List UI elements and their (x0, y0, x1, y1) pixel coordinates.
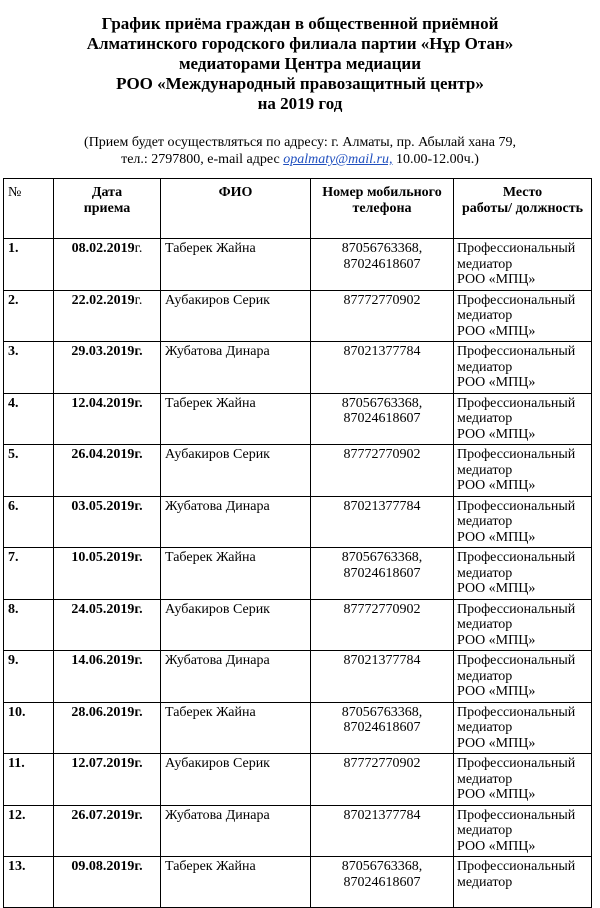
job-line: РОО «МПЦ» (457, 323, 536, 339)
schedule-table (3, 178, 592, 908)
phone-line: 87056763368, (341, 241, 423, 256)
job-line: Профессиональный (457, 241, 576, 256)
title-line: Алматинского городского филиала партии «Нұр Отан» (86, 34, 514, 53)
cell-name: Жубатова Динара (161, 342, 311, 394)
cell-phone (311, 548, 454, 600)
cell-name: Таберек Жайна (161, 239, 311, 291)
header-job-l2: работы/ должность (461, 200, 584, 216)
phone-line: 87021377784 (343, 653, 421, 668)
header-date-l2: приема (83, 200, 131, 216)
date-value: 26.04.2019г. (71, 447, 143, 462)
job-line: Профессиональный (457, 756, 576, 771)
job-line: Профессиональный (457, 344, 576, 359)
table-row (4, 548, 592, 600)
job-line: медиатор (457, 617, 513, 632)
cell-num: 9. (4, 651, 54, 703)
phone-line: 87024618607 (343, 565, 421, 581)
table-row (4, 702, 592, 754)
cell-job (454, 754, 592, 806)
table-row (4, 445, 592, 497)
date-value: 03.05.2019г. (71, 498, 143, 514)
job-line: РОО «МПЦ» (457, 478, 536, 493)
cell-job (454, 805, 592, 857)
job-line: РОО «МПЦ» (457, 787, 536, 802)
job-line: РОО «МПЦ» (457, 838, 536, 854)
cell-date (54, 342, 161, 394)
date-value: 29.03.2019г. (71, 344, 143, 359)
cell-name: Аубакиров Серик (161, 445, 311, 497)
header-phone (311, 179, 454, 239)
job-line: Профессиональный (457, 601, 576, 617)
header-phone-l2: телефона (352, 200, 412, 216)
phone-line: 87024618607 (343, 874, 421, 890)
document-title (0, 14, 600, 114)
title-line: на 2019 год (257, 94, 343, 113)
date-value: 14.06.2019г. (71, 653, 143, 668)
phone-text: тел.: 2797800, e-mail адрес (121, 152, 284, 167)
cell-job (454, 496, 592, 548)
cell-phone (311, 342, 454, 394)
table-row (4, 290, 592, 342)
cell-phone (311, 445, 454, 497)
cell-name: Аубакиров Серик (161, 290, 311, 342)
phone-line: 87021377784 (343, 344, 421, 359)
date-value: 12.07.2019г. (71, 756, 143, 771)
phone-line: 87024618607 (343, 256, 421, 272)
phone-line: 87056763368, (341, 395, 423, 411)
date-value: 26.07.2019г. (71, 807, 143, 823)
cell-job (454, 548, 592, 600)
table-row (4, 651, 592, 703)
cell-phone (311, 702, 454, 754)
job-line: медиатор (457, 771, 513, 787)
cell-phone (311, 393, 454, 445)
phone-line: 87772770902 (343, 292, 421, 308)
cell-phone (311, 805, 454, 857)
cell-num: 2. (4, 290, 54, 342)
cell-phone (311, 290, 454, 342)
phone-line: 87024618607 (343, 720, 421, 735)
cell-date (54, 857, 161, 908)
job-line: РОО «МПЦ» (457, 272, 536, 287)
cell-job (454, 393, 592, 445)
cell-date (54, 393, 161, 445)
table-row (4, 342, 592, 394)
cell-name: Жубатова Динара (161, 496, 311, 548)
cell-name: Жубатова Динара (161, 651, 311, 703)
cell-date (54, 651, 161, 703)
cell-num: 1. (4, 239, 54, 291)
cell-name: Жубатова Динара (161, 805, 311, 857)
job-line: Профессиональный (457, 807, 576, 823)
cell-num: 7. (4, 548, 54, 600)
date-suffix: г. (134, 292, 143, 308)
cell-num: 4. (4, 393, 54, 445)
table-row (4, 599, 592, 651)
job-line: Профессиональный (457, 704, 576, 720)
date-value: 22.02.2019 (71, 292, 135, 308)
job-line: медиатор (457, 565, 513, 581)
header-date-l1: Дата (91, 185, 123, 200)
table-row (4, 805, 592, 857)
header-phone-l1: Номер мобильного (322, 185, 442, 200)
date-value: 08.02.2019 (71, 241, 135, 256)
job-line: Профессиональный (457, 653, 576, 668)
phone-line: 87024618607 (343, 411, 421, 426)
cell-num: 3. (4, 342, 54, 394)
cell-num: 11. (4, 754, 54, 806)
cell-job (454, 445, 592, 497)
cell-num: 8. (4, 599, 54, 651)
cell-num: 13. (4, 857, 54, 908)
header-job-l1: Место (502, 185, 543, 200)
email-link[interactable]: opalmaty@mail.ru, (283, 152, 393, 167)
cell-date (54, 239, 161, 291)
cell-name: Аубакиров Серик (161, 599, 311, 651)
table-header-row (4, 179, 592, 239)
cell-job (454, 651, 592, 703)
header-date (54, 179, 161, 239)
address-line (0, 151, 600, 168)
phone-line: 87056763368, (341, 704, 423, 720)
cell-date (54, 496, 161, 548)
job-line: РОО «МПЦ» (457, 426, 536, 442)
cell-name: Таберек Жайна (161, 702, 311, 754)
job-line: Профессиональный (457, 498, 576, 514)
job-line: Профессиональный (457, 292, 576, 308)
date-value: 10.05.2019г. (71, 550, 143, 565)
address-line: (Прием будет осуществляться по адресу: г. Алматы, пр. Абылай хана 79, (84, 135, 516, 150)
job-line: Профессиональный (457, 550, 576, 565)
job-line: медиатор (457, 874, 513, 890)
job-line: Профессиональный (457, 859, 576, 874)
cell-name: Таберек Жайна (161, 393, 311, 445)
cell-num: 10. (4, 702, 54, 754)
cell-phone (311, 496, 454, 548)
hours-text: 10.00-12.00ч.) (392, 152, 479, 167)
job-line: медиатор (457, 411, 513, 426)
date-value: 24.05.2019г. (71, 601, 143, 617)
title-line: График приёма граждан в общественной приёмной (101, 14, 499, 33)
cell-date (54, 599, 161, 651)
header-job (454, 179, 592, 239)
cell-date (54, 290, 161, 342)
phone-line: 87056763368, (341, 859, 423, 874)
cell-date (54, 548, 161, 600)
address-note (0, 134, 600, 168)
cell-phone (311, 857, 454, 908)
job-line: медиатор (457, 514, 513, 529)
job-line: медиатор (457, 720, 513, 735)
table-row (4, 754, 592, 806)
date-suffix: г. (134, 241, 143, 256)
header-name: ФИО (161, 179, 311, 239)
cell-phone (311, 599, 454, 651)
cell-phone (311, 651, 454, 703)
job-line: Профессиональный (457, 447, 576, 462)
title-line: медиаторами Центра медиации (178, 54, 422, 73)
date-value: 12.04.2019г. (71, 395, 143, 411)
cell-date (54, 702, 161, 754)
phone-line: 87021377784 (343, 807, 421, 823)
job-line: РОО «МПЦ» (457, 735, 536, 751)
cell-num: 5. (4, 445, 54, 497)
cell-date (54, 754, 161, 806)
phone-line: 87772770902 (343, 756, 421, 771)
cell-num: 12. (4, 805, 54, 857)
job-line: медиатор (457, 823, 513, 838)
cell-job (454, 857, 592, 908)
cell-name: Таберек Жайна (161, 548, 311, 600)
header-num: № (4, 179, 54, 239)
title-line: РОО «Международный правозащитный центр» (116, 74, 484, 93)
phone-line: 87021377784 (343, 498, 421, 514)
cell-job (454, 290, 592, 342)
cell-date (54, 805, 161, 857)
cell-job (454, 599, 592, 651)
date-value: 09.08.2019г. (71, 859, 143, 874)
table-row (4, 239, 592, 291)
job-line: РОО «МПЦ» (457, 632, 536, 648)
cell-name: Аубакиров Серик (161, 754, 311, 806)
job-line: РОО «МПЦ» (457, 684, 536, 699)
job-line: РОО «МПЦ» (457, 529, 536, 545)
job-line: медиатор (457, 359, 513, 375)
job-line: РОО «МПЦ» (457, 375, 536, 390)
cell-job (454, 342, 592, 394)
job-line: РОО «МПЦ» (457, 581, 536, 596)
cell-num: 6. (4, 496, 54, 548)
phone-line: 87772770902 (343, 447, 421, 462)
cell-job (454, 239, 592, 291)
job-line: медиатор (457, 256, 513, 272)
cell-phone (311, 239, 454, 291)
cell-phone (311, 754, 454, 806)
job-line: медиатор (457, 308, 513, 323)
phone-line: 87772770902 (343, 601, 421, 617)
table-row (4, 496, 592, 548)
job-line: Профессиональный (457, 395, 576, 411)
table-row (4, 857, 592, 908)
cell-date (54, 445, 161, 497)
cell-job (454, 702, 592, 754)
table-row (4, 393, 592, 445)
job-line: медиатор (457, 462, 513, 478)
job-line: медиатор (457, 668, 513, 684)
cell-name: Таберек Жайна (161, 857, 311, 908)
phone-line: 87056763368, (341, 550, 423, 565)
date-value: 28.06.2019г. (71, 704, 143, 720)
